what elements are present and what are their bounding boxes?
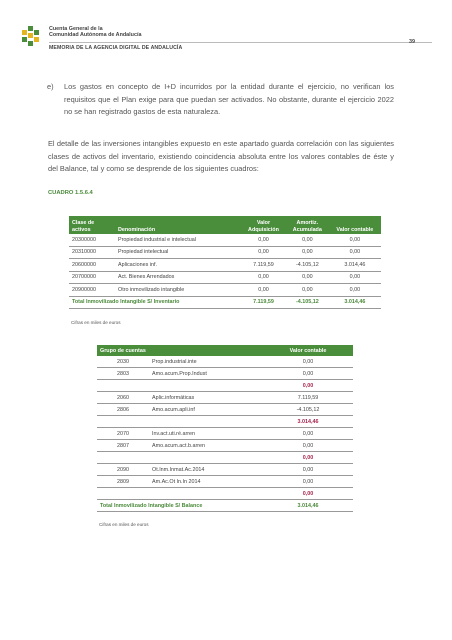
- table-row: [97, 464, 353, 476]
- paragraph-e-text: Los gastos en concepto de I+D incurridos por la entidad durante el ejercicio, no verifican los requisitos que el Plan exige para que puedan ser activados. No obstante, durante el ejercicio 2022 no se han registrado gastos de esta naturaleza.: [64, 82, 394, 117]
- col-header-denominacion: Denominación: [115, 216, 241, 234]
- cell-amort: 0,00: [286, 284, 329, 297]
- cell-descripcion: Amo.acum.Prop.Indust: [149, 368, 263, 380]
- cell-subtotal: 0,00: [263, 488, 353, 500]
- subtotal-row: [97, 416, 353, 428]
- cell-denominacion: Act. Bienes Arrendados: [115, 271, 241, 284]
- col-header-valor-contable: Valor contable: [263, 345, 353, 356]
- table-row: [97, 368, 353, 380]
- table-caption: CUADRO 1.5.6.4: [48, 190, 93, 196]
- table-row: [69, 246, 381, 259]
- cell-descripcion: Ot.Inm.Inmat.Ac.2014: [149, 464, 263, 476]
- cell-amort: 0,00: [286, 246, 329, 259]
- cell-valor: 7.119,59: [241, 259, 286, 272]
- cell-cuenta: 2060: [97, 392, 149, 404]
- cell-cuenta: 2030: [97, 356, 149, 368]
- list-marker: e): [47, 82, 54, 91]
- subtotal-row: [97, 452, 353, 464]
- cell-contable: 0,00: [329, 246, 381, 259]
- cell-amort: 0,00: [286, 234, 329, 246]
- cell-valor: 0,00: [241, 271, 286, 284]
- cell-valor: 0,00: [263, 356, 353, 368]
- cell-denominacion: Otro inmovilizado intangible: [115, 284, 241, 297]
- table1-note: Cifras en miles de euros: [71, 320, 121, 325]
- table-row: [97, 392, 353, 404]
- cell-denominacion: Aplicaciones inf.: [115, 259, 241, 272]
- cell-valor: 0,00: [241, 246, 286, 259]
- cell-descripcion: Aplic.informáticas: [149, 392, 263, 404]
- table-row: [97, 440, 353, 452]
- inventory-table: [69, 216, 381, 309]
- table-row: [97, 476, 353, 488]
- col-header-grupo: Grupo de cuentas: [97, 345, 263, 356]
- table-row: [69, 259, 381, 272]
- cell-valor: 0,00: [263, 464, 353, 476]
- junta-andalucia-logo-icon: [20, 24, 44, 50]
- table-row: [69, 271, 381, 284]
- subtotal-row: [97, 380, 353, 392]
- cell-valor: 0,00: [263, 476, 353, 488]
- subtotal-row: [97, 488, 353, 500]
- col-header-clase: Clase de activos: [69, 216, 115, 234]
- cell-denominacion: Propiedad intelectual: [115, 246, 241, 259]
- cell-cuenta: 2070: [97, 428, 149, 440]
- col-header-valor-adquisicion: Valor Adquisición: [241, 216, 286, 234]
- cell-valor: 7.119,59: [263, 392, 353, 404]
- cell-contable: 0,00: [329, 234, 381, 246]
- cell-clase: 20600000: [69, 259, 115, 272]
- total-contable: 3.014,46: [329, 296, 381, 309]
- cell-subtotal: 3.014,46: [263, 416, 353, 428]
- cell-descripcion: Inv.act.uti.ré.arren: [149, 428, 263, 440]
- paragraph-detail: El detalle de las inversiones intangibles expuesto en este apartado guarda correlación con las siguientes clases de activos del inventario, existiendo coincidencia absoluta entre los valores contables de éste y del Balance, tal y como se desprende de los siguientes cuadros:: [48, 139, 394, 174]
- cell-clase: 20300000: [69, 234, 115, 246]
- cell-cuenta: 2806: [97, 404, 149, 416]
- cell-valor: 0,00: [263, 368, 353, 380]
- page-header: [20, 22, 432, 58]
- col-header-valor-contable: Valor contable: [329, 216, 381, 234]
- paragraph-e: [47, 81, 394, 119]
- table-total-row: [69, 296, 381, 309]
- table-total-row: [97, 500, 353, 512]
- total-valor: 3.014,46: [263, 500, 353, 512]
- total-label: Total Inmovilizado Intangible S/ Balance: [97, 500, 263, 512]
- cell-descripcion: Prop.industrial.inte: [149, 356, 263, 368]
- balance-table: [97, 345, 353, 512]
- table-row: [97, 404, 353, 416]
- header-divider: [49, 42, 432, 43]
- header-org-line2: Comunidad Autónoma de Andalucía: [49, 32, 142, 38]
- cell-valor: 0,00: [263, 440, 353, 452]
- cell-clase: 20700000: [69, 271, 115, 284]
- cell-cuenta: 2090: [97, 464, 149, 476]
- cell-descripcion: Am.Ac.Ot In.In 2014: [149, 476, 263, 488]
- cell-cuenta: 2803: [97, 368, 149, 380]
- table2-note: Cifras en miles de euros: [99, 522, 149, 527]
- total-amort: -4.105,12: [286, 296, 329, 309]
- cell-cuenta: 2807: [97, 440, 149, 452]
- cell-valor: 0,00: [241, 234, 286, 246]
- cell-descripcion: Amo.acum.act.b.arren: [149, 440, 263, 452]
- table-header-row: [97, 345, 353, 356]
- table-row: [69, 284, 381, 297]
- cell-amort: 0,00: [286, 271, 329, 284]
- header-subtitle: MEMORIA DE LA AGENCIA DIGITAL DE ANDALUCÍA: [49, 45, 183, 51]
- cell-clase: 20900000: [69, 284, 115, 297]
- table-row: [97, 356, 353, 368]
- table-row: [69, 234, 381, 246]
- cell-subtotal: 0,00: [263, 452, 353, 464]
- total-label: Total Inmovilizado Intangible S/ Inventario: [69, 296, 241, 309]
- cell-valor: 0,00: [241, 284, 286, 297]
- cell-subtotal: 0,00: [263, 380, 353, 392]
- cell-contable: 0,00: [329, 284, 381, 297]
- cell-clase: 20310000: [69, 246, 115, 259]
- cell-contable: 0,00: [329, 271, 381, 284]
- header-org-line1: Cuenta General de la: [49, 26, 103, 32]
- page-number: 39: [409, 39, 415, 45]
- cell-denominacion: Propiedad industrial e intelectual: [115, 234, 241, 246]
- cell-amort: -4.105,12: [286, 259, 329, 272]
- col-header-amortizacion: Amortiz. Acumulada: [286, 216, 329, 234]
- cell-contable: 3.014,46: [329, 259, 381, 272]
- total-valor: 7.119,59: [241, 296, 286, 309]
- table-header-row: [69, 216, 381, 234]
- cell-valor: -4.105,12: [263, 404, 353, 416]
- cell-cuenta: 2809: [97, 476, 149, 488]
- cell-valor: 0,00: [263, 428, 353, 440]
- table-row: [97, 428, 353, 440]
- cell-descripcion: Amo.acum.apli.inf: [149, 404, 263, 416]
